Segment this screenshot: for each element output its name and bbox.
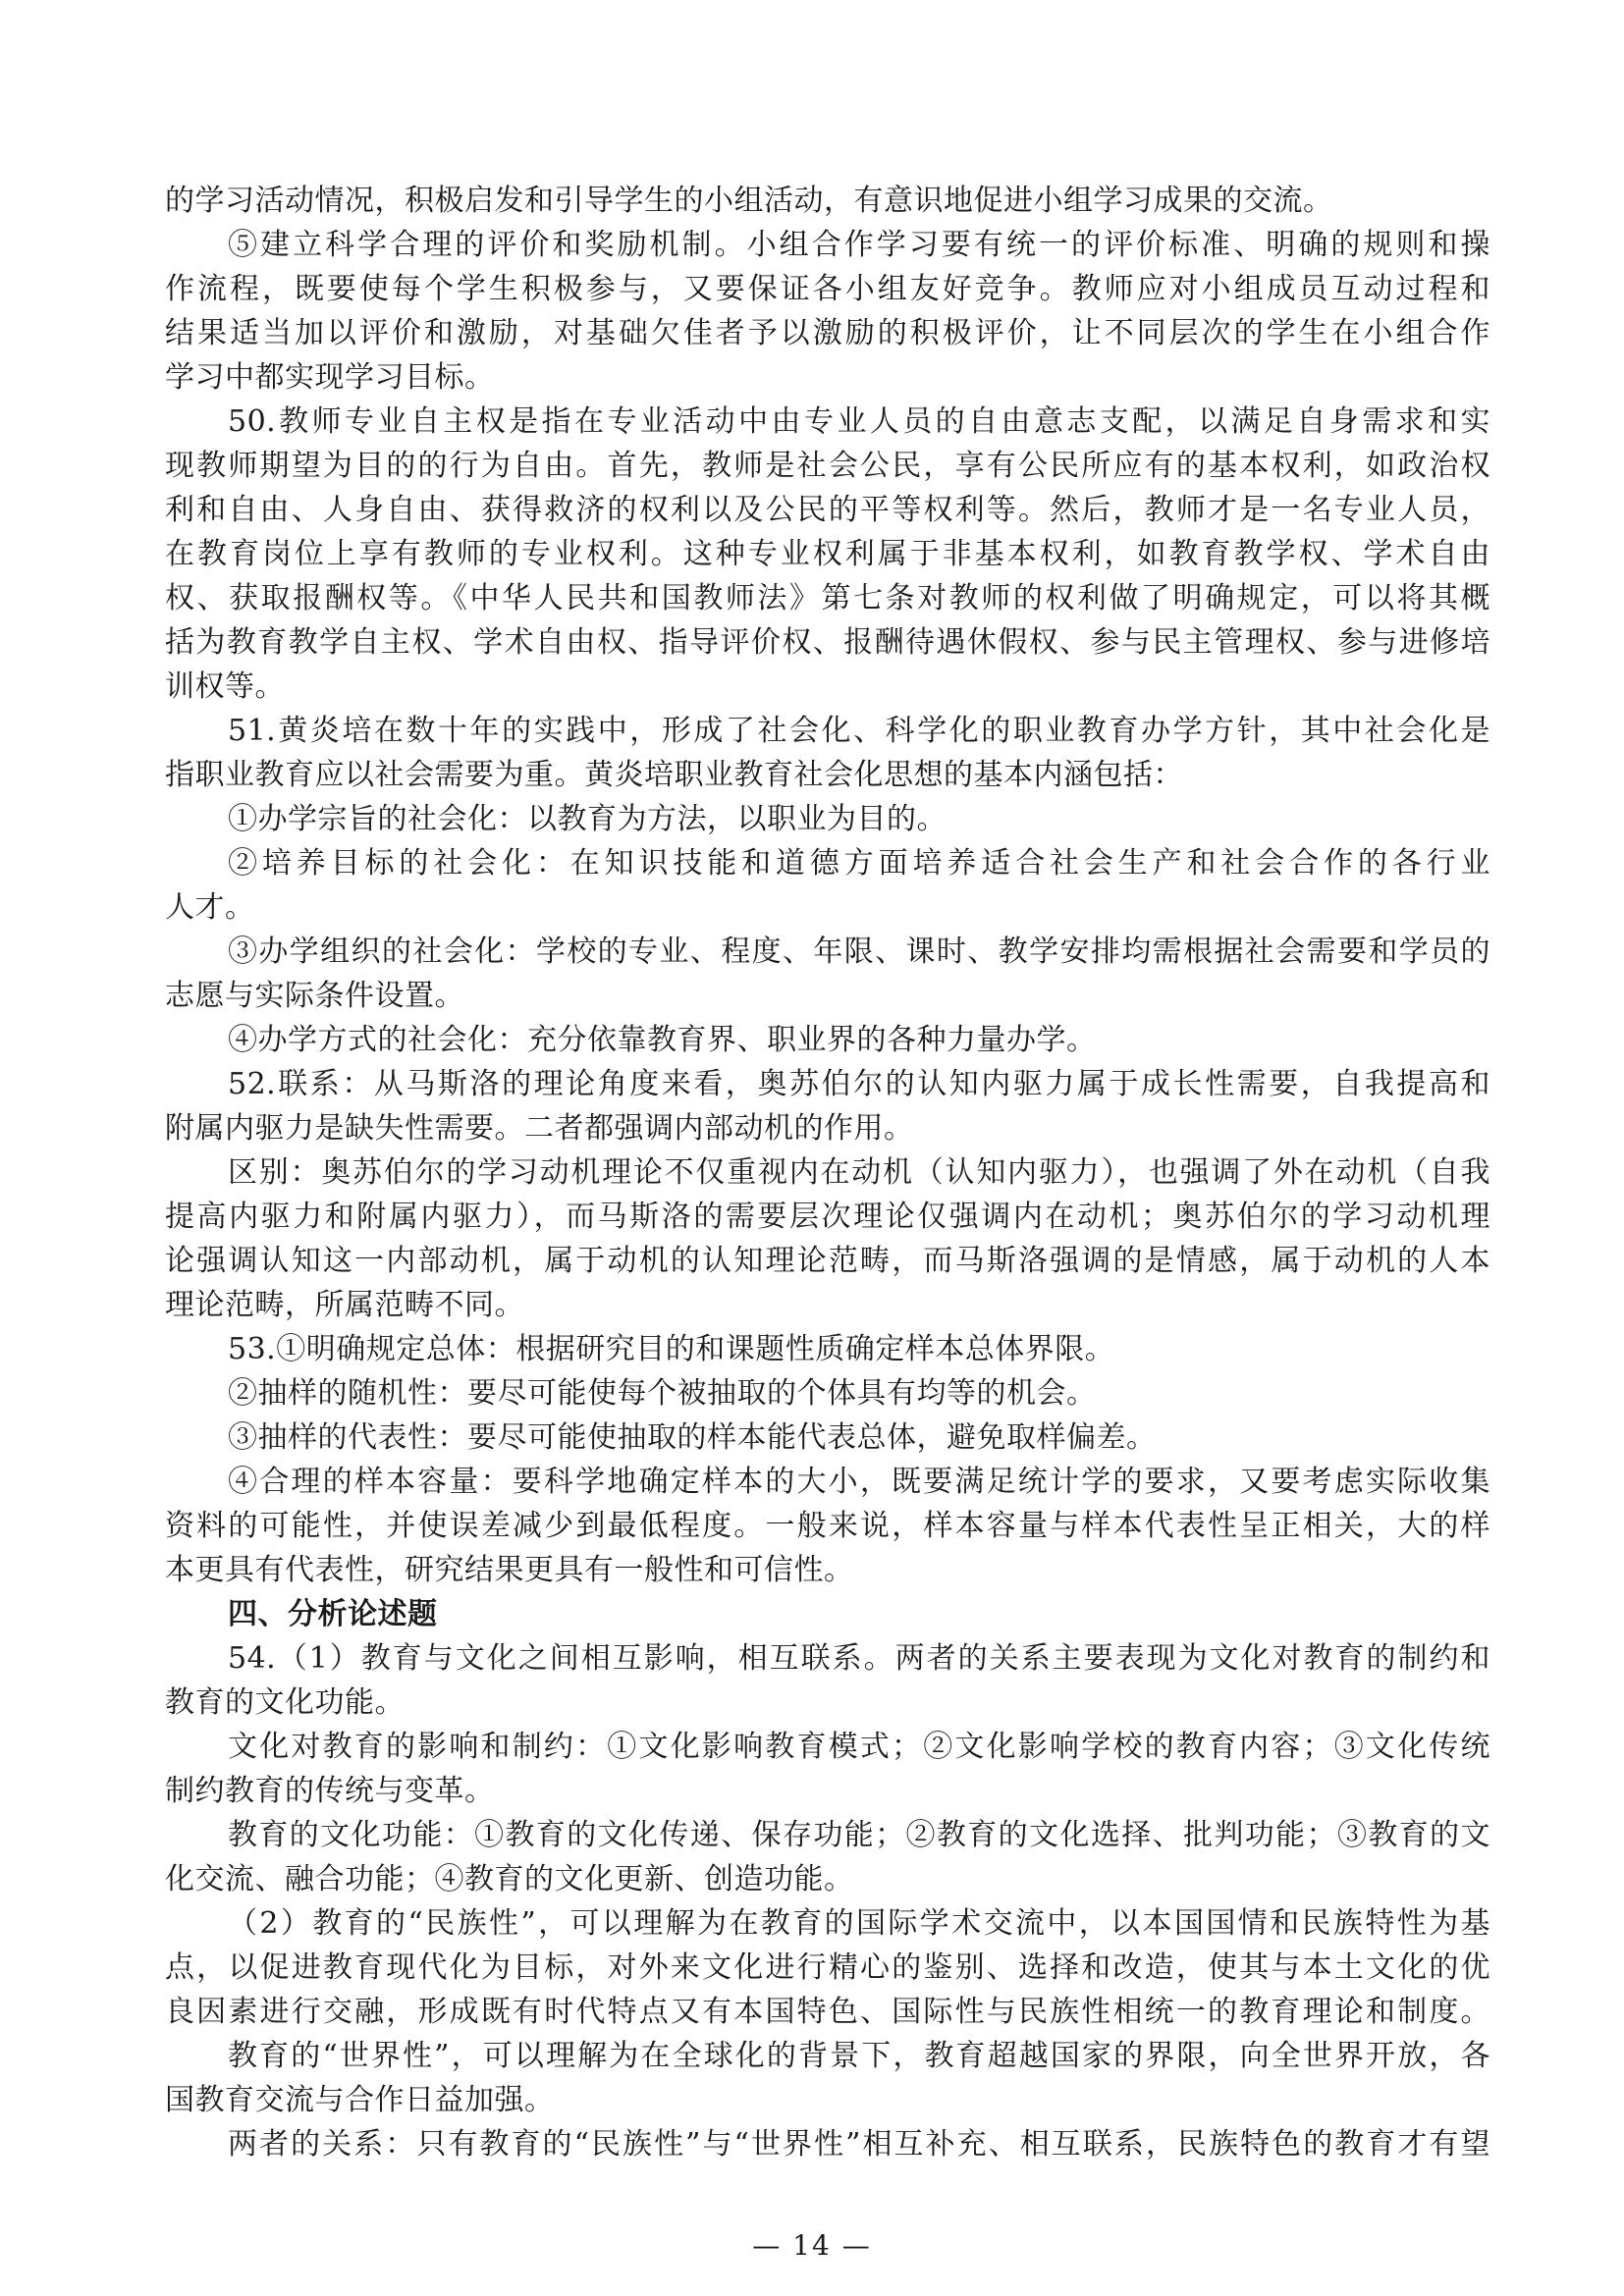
text-line: 教育的文化功能。: [165, 1685, 405, 1720]
text-line: 两者的关系：只有教育的“民族性”与“世界性”相互补充、相互联系，民族特色的教育才有望: [228, 2127, 1490, 2162]
text-line: 现教师期望为目的的行为自由。首先，教师是社会公民，享有公民所应有的基本权利，如政治权: [165, 449, 1490, 483]
text-line: 学习中都实现学习目标。: [165, 360, 495, 395]
text-line: 良因素进行交融，形成既有时代特点又有本国特色、国际性与民族性相统一的教育理论和制度。: [165, 1995, 1490, 2029]
text-line: 文化对教育的影响和制约：①文化影响教育模式；②文化影响学校的教育内容；③文化传统: [228, 1730, 1490, 1764]
text-line: 教育的“世界性”，可以理解为在全球化的背景下，教育超越国家的界限，向全世界开放，各: [228, 2039, 1490, 2073]
text-line: 制约教育的传统与变革。: [165, 1774, 495, 1808]
page-number: — 14 —: [752, 2229, 872, 2262]
text-line: 51.黄炎培在数十年的实践中，形成了社会化、科学化的职业教育办学方针，其中社会化是: [228, 714, 1490, 748]
text-line: 国教育交流与合作日益加强。: [165, 2083, 555, 2117]
text-line: 资料的可能性，并使误差减少到最低程度。一般来说，样本容量与样本代表性呈正相关，大的样: [165, 1509, 1490, 1543]
text-line: ⑤建立科学合理的评价和奖励机制。小组合作学习要有统一的评价标准、明确的规则和操: [228, 228, 1490, 262]
text-line: ①办学宗旨的社会化：以教育为方法，以职业为目的。: [228, 802, 947, 836]
text-line: 52.联系：从马斯洛的理论角度来看，奥苏伯尔的认知内驱力属于成长性需要，自我提高和: [228, 1067, 1490, 1101]
text-line: 54.（1）教育与文化之间相互影响，相互联系。两者的关系主要表现为文化对教育的制约和: [228, 1641, 1490, 1676]
text-line: 理论范畴，所属范畴不同。: [165, 1288, 524, 1322]
text-line: 附属内驱力是缺失性需要。二者都强调内部动机的作用。: [165, 1111, 914, 1146]
text-line: 教育的文化功能：①教育的文化传递、保存功能；②教育的文化选择、批判功能；③教育的文: [228, 1818, 1490, 1852]
text-line: 志愿与实际条件设置。: [165, 979, 464, 1013]
text-line: ②培养目标的社会化：在知识技能和道德方面培养适合社会生产和社会合作的各行业: [228, 846, 1490, 881]
text-line: 的学习活动情况，积极启发和引导学生的小组活动，有意识地促进小组学习成果的交流。: [165, 184, 1333, 218]
page-body: [165, 179, 1490, 2166]
text-line: 论强调认知这一内部动机，属于动机的认知理论范畴，而马斯洛强调的是情感，属于动机的人本: [165, 1244, 1490, 1278]
text-line: 人才。: [165, 890, 255, 925]
text-line: 本更具有代表性，研究结果更具有一般性和可信性。: [165, 1553, 854, 1587]
text-line: 53.①明确规定总体：根据研究目的和课题性质确定样本总体界限。: [228, 1332, 1115, 1366]
text-line: 点，以促进教育现代化为目标，对外来文化进行精心的鉴别、选择和改造，使其与本土文化的优: [165, 1950, 1490, 1985]
text-line: 区别：奥苏伯尔的学习动机理论不仅重视内在动机（认知内驱力），也强调了外在动机（自我: [228, 1155, 1490, 1190]
text-line: 利和自由、人身自由、获得救济的权利以及公民的平等权利等。然后，教师才是一名专业人员，: [165, 493, 1490, 527]
section-heading: 四、分析论述题: [228, 1597, 438, 1631]
text-line: 训权等。: [165, 669, 285, 704]
text-line: ③办学组织的社会化：学校的专业、程度、年限、课时、教学安排均需根据社会需要和学员的: [228, 934, 1490, 969]
text-line: ②抽样的随机性：要尽可能使每个被抽取的个体具有均等的机会。: [228, 1376, 1097, 1411]
text-line: 50.教师专业自主权是指在专业活动中由专业人员的自由意志支配，以满足自身需求和实: [228, 404, 1490, 439]
text-line: 作流程，既要使每个学生积极参与，又要保证各小组友好竞争。教师应对小组成员互动过程和: [165, 272, 1490, 306]
text-line: 括为教育教学自主权、学术自由权、指导评价权、报酬待遇休假权、参与民主管理权、参与进修培: [165, 625, 1490, 660]
text-line: 化交流、融合功能；④教育的文化更新、创造功能。: [165, 1862, 854, 1896]
text-line: 结果适当加以评价和激励，对基础欠佳者予以激励的积极评价，让不同层次的学生在小组合作: [165, 316, 1490, 350]
text-line: 提高内驱力和附属内驱力），而马斯洛的需要层次理论仅强调内在动机；奥苏伯尔的学习动机理: [165, 1200, 1490, 1234]
text-line: （2）教育的“民族性”，可以理解为在教育的国际学术交流中，以本国国情和民族特性为基: [228, 1906, 1490, 1941]
text-line: ④合理的样本容量：要科学地确定样本的大小，既要满足统计学的要求，又要考虑实际收集: [228, 1465, 1490, 1499]
text-line: 指职业教育应以社会需要为重。黄炎培职业教育社会化思想的基本内涵包括：: [165, 758, 1183, 792]
text-line: 权、获取报酬权等。《中华人民共和国教师法》第七条对教师的权利做了明确规定，可以将其概: [165, 581, 1490, 615]
text-line: ④办学方式的社会化：充分依靠教育界、职业界的各种力量办学。: [228, 1023, 1097, 1057]
text-line: 在教育岗位上享有教师的专业权利。这种专业权利属于非基本权利，如教育教学权、学术自由: [165, 537, 1490, 571]
text-line: ③抽样的代表性：要尽可能使抽取的样本能代表总体，避免取样偏差。: [228, 1420, 1157, 1455]
